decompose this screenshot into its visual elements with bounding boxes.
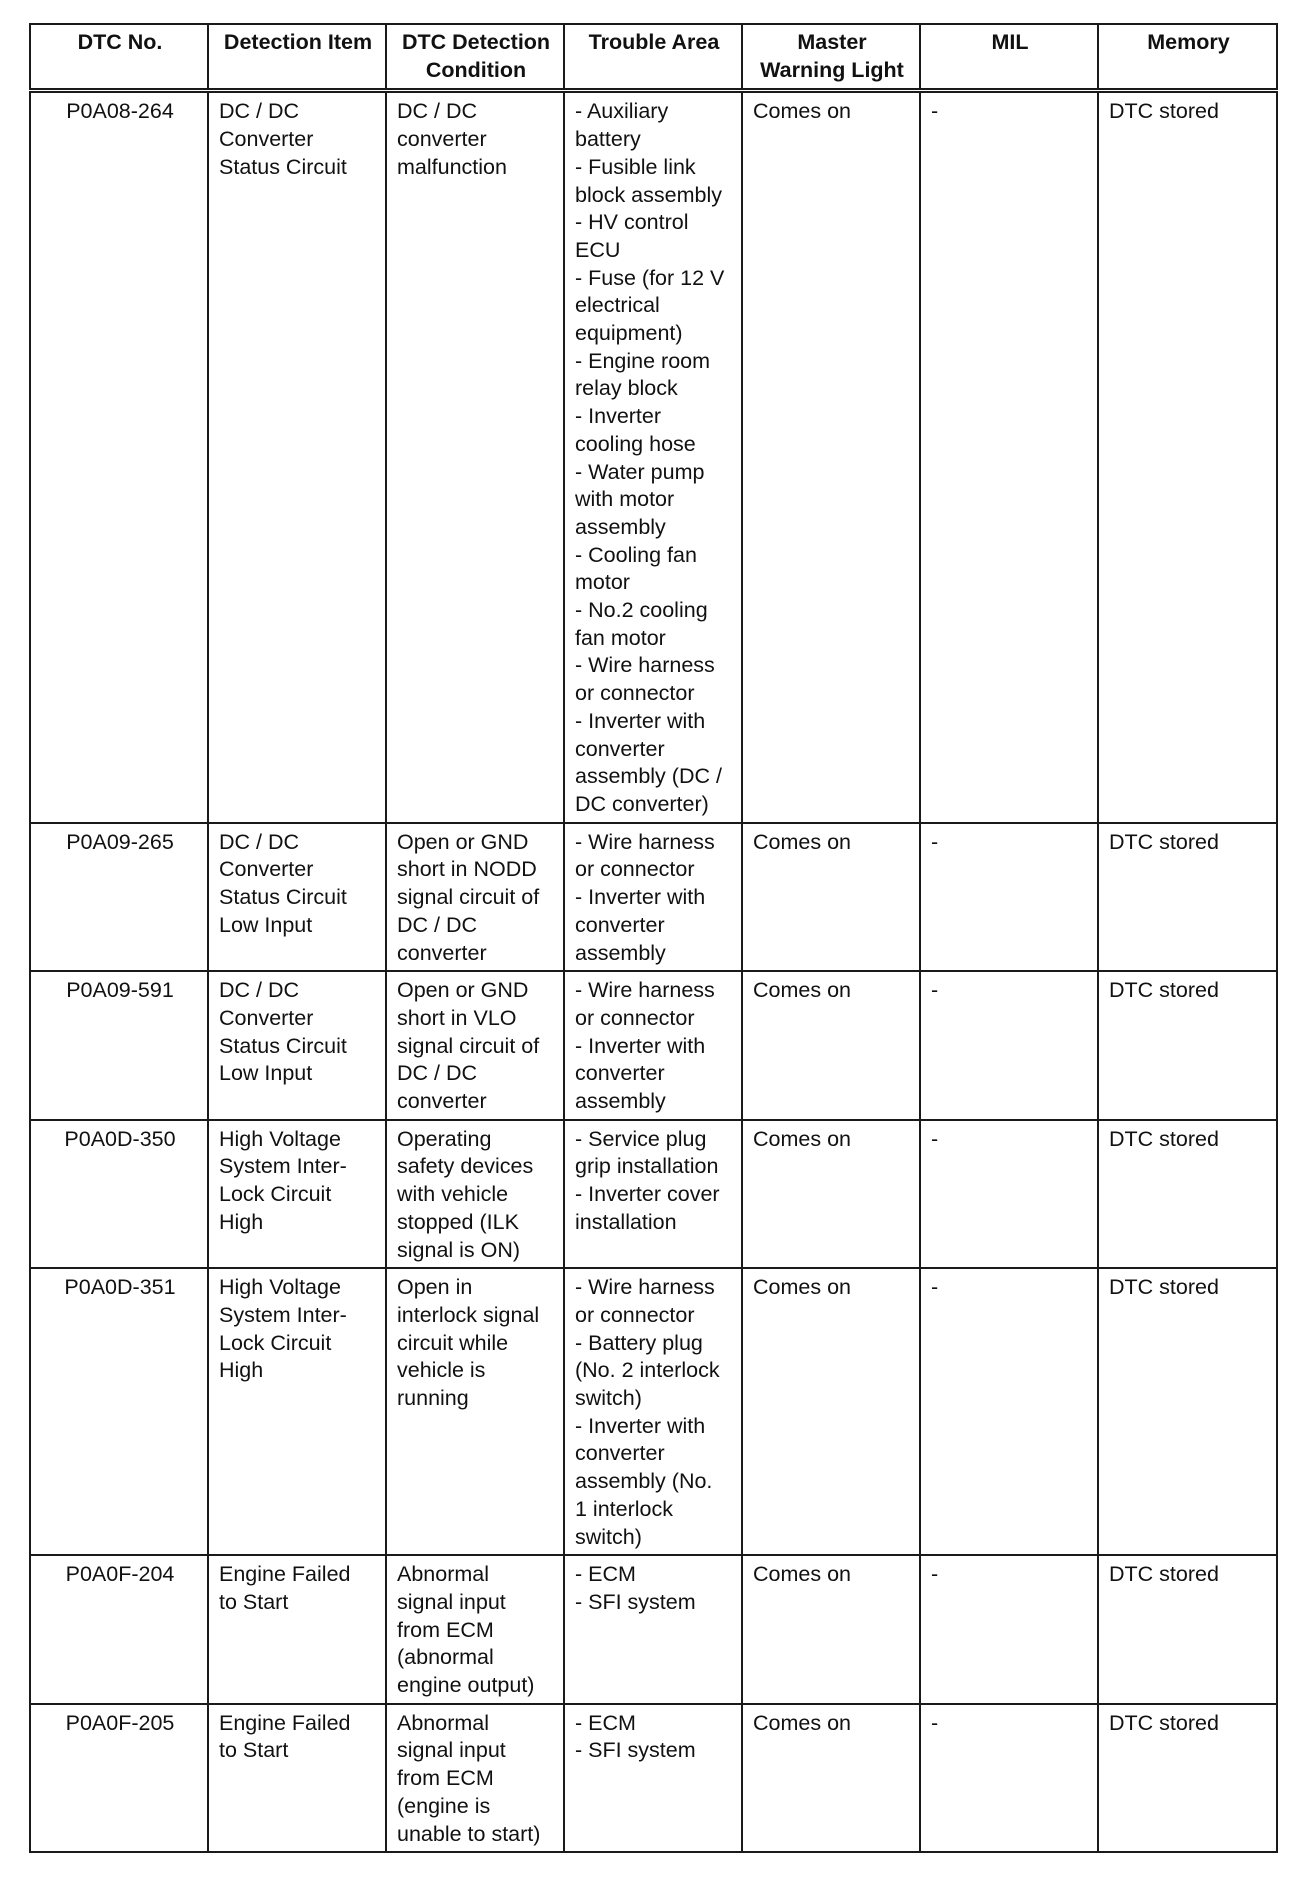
detection-item-line: Converter <box>219 857 314 882</box>
header-memory <box>1098 24 1277 91</box>
header-detection-item <box>208 24 386 91</box>
trouble-area-line: ECU <box>575 237 621 262</box>
trouble-area-line: - Battery plug <box>575 1330 703 1355</box>
detection-condition-line: unable to start) <box>397 1821 541 1846</box>
detection-condition-line: from ECM <box>397 1766 494 1791</box>
memory-status: DTC stored <box>1098 91 1277 823</box>
detection-condition-line: signal is ON) <box>397 1237 521 1262</box>
dtc-table <box>29 23 1278 1853</box>
detection-condition-line: circuit while <box>397 1330 509 1355</box>
header-label: Master <box>797 30 867 54</box>
trouble-area-line: assembly (No. <box>575 1469 713 1494</box>
detection-condition <box>386 971 564 1120</box>
detection-item-line: DC / DC <box>219 99 300 124</box>
trouble-area-line: cooling hose <box>575 431 696 456</box>
detection-item-line: System Inter- <box>219 1302 347 1327</box>
master-warning-light: Comes on <box>742 1268 920 1555</box>
trouble-area-line: converter <box>575 1061 665 1086</box>
detection-item-line: Lock Circuit <box>219 1182 332 1207</box>
detection-item-line: to Start <box>219 1589 289 1614</box>
trouble-area <box>564 1268 742 1555</box>
memory-status: DTC stored <box>1098 1704 1277 1853</box>
trouble-area-line: converter <box>575 912 665 937</box>
mil-status: - <box>920 1555 1098 1704</box>
trouble-area-line: assembly (DC / <box>575 764 722 789</box>
detection-condition <box>386 1555 564 1704</box>
detection-condition-line: from ECM <box>397 1617 494 1642</box>
detection-condition-line: (abnormal <box>397 1645 494 1670</box>
dtc-number: P0A09-591 <box>30 971 208 1120</box>
header-label: DTC No. <box>77 30 163 54</box>
trouble-area-line: or connector <box>575 1005 695 1030</box>
detection-item-line: Status Circuit <box>219 1033 347 1058</box>
dtc-number: P0A0F-204 <box>30 1555 208 1704</box>
master-warning-light: Comes on <box>742 971 920 1120</box>
trouble-area-line: converter <box>575 736 665 761</box>
trouble-area-line: grip installation <box>575 1154 719 1179</box>
trouble-area-line: - Fusible link <box>575 154 696 179</box>
detection-condition <box>386 1120 564 1269</box>
header-dtc-no <box>30 24 208 91</box>
master-warning-light: Comes on <box>742 823 920 972</box>
memory-status: DTC stored <box>1098 1555 1277 1704</box>
detection-item-line: High Voltage <box>219 1275 341 1300</box>
detection-item-line: Status Circuit <box>219 885 347 910</box>
detection-item-line: High <box>219 1209 264 1234</box>
table-row <box>30 971 1277 1120</box>
detection-condition-line: Open or GND <box>397 978 529 1003</box>
detection-condition-line: (engine is <box>397 1793 491 1818</box>
mil-status: - <box>920 1120 1098 1269</box>
trouble-area-line: switch) <box>575 1386 642 1411</box>
detection-item <box>208 91 386 823</box>
detection-item-line: High <box>219 1358 264 1383</box>
detection-condition-line: malfunction <box>397 154 507 179</box>
table-row <box>30 1268 1277 1555</box>
detection-condition-line: Operating <box>397 1126 492 1151</box>
detection-item <box>208 1268 386 1555</box>
header-mil <box>920 24 1098 91</box>
dtc-number: P0A08-264 <box>30 91 208 823</box>
mil-status: - <box>920 1268 1098 1555</box>
mil-status: - <box>920 971 1098 1120</box>
trouble-area-line: - Wire harness <box>575 829 715 854</box>
trouble-area <box>564 1555 742 1704</box>
trouble-area-line: - SFI system <box>575 1589 696 1614</box>
trouble-area-line: - Inverter with <box>575 1033 706 1058</box>
table-row <box>30 1120 1277 1269</box>
trouble-area-line: - Wire harness <box>575 1275 715 1300</box>
detection-condition-line: interlock signal <box>397 1302 540 1327</box>
trouble-area-line: assembly <box>575 1089 666 1114</box>
header-label: Warning Light <box>760 57 904 82</box>
trouble-area-line: or connector <box>575 1302 695 1327</box>
trouble-area-line: installation <box>575 1209 677 1234</box>
detection-condition-line: safety devices <box>397 1154 534 1179</box>
memory-status: DTC stored <box>1098 1120 1277 1269</box>
trouble-area-line: relay block <box>575 376 678 401</box>
detection-item-line: High Voltage <box>219 1126 341 1151</box>
header-label: Trouble Area <box>588 30 720 54</box>
detection-condition-line: signal circuit of <box>397 885 540 910</box>
detection-condition-line: converter <box>397 940 487 965</box>
detection-condition <box>386 1704 564 1853</box>
trouble-area-line: with motor <box>575 487 675 512</box>
trouble-area-line: - Inverter with <box>575 1413 706 1438</box>
master-warning-light: Comes on <box>742 91 920 823</box>
memory-status: DTC stored <box>1098 823 1277 972</box>
trouble-area-line: - Wire harness <box>575 653 715 678</box>
master-warning-light: Comes on <box>742 1120 920 1269</box>
detection-condition-line: engine output) <box>397 1673 535 1698</box>
detection-condition-line: DC / DC <box>397 1061 478 1086</box>
detection-condition <box>386 1268 564 1555</box>
trouble-area-line: - Cooling fan <box>575 542 697 567</box>
header-label: Detection Item <box>223 30 373 54</box>
trouble-area-line: - Inverter with <box>575 885 706 910</box>
trouble-area-line: - Auxiliary <box>575 99 669 124</box>
trouble-area-line: - Fuse (for 12 V <box>575 265 725 290</box>
dtc-number: P0A0D-351 <box>30 1268 208 1555</box>
detection-item-line: to Start <box>219 1738 289 1763</box>
detection-item-line: Converter <box>219 1005 314 1030</box>
memory-status: DTC stored <box>1098 1268 1277 1555</box>
trouble-area-line: or connector <box>575 857 695 882</box>
detection-item-line: Low Input <box>219 1061 313 1086</box>
detection-item <box>208 971 386 1120</box>
trouble-area-line: fan motor <box>575 625 666 650</box>
detection-condition-line: short in VLO <box>397 1005 517 1030</box>
mil-status: - <box>920 823 1098 972</box>
trouble-area-line: 1 interlock <box>575 1496 673 1521</box>
trouble-area <box>564 91 742 823</box>
detection-condition <box>386 823 564 972</box>
table-row <box>30 91 1277 823</box>
trouble-area <box>564 971 742 1120</box>
table-row <box>30 1555 1277 1704</box>
detection-item-line: Converter <box>219 127 314 152</box>
master-warning-light: Comes on <box>742 1704 920 1853</box>
detection-condition-line: signal input <box>397 1738 506 1763</box>
trouble-area-line: - ECM <box>575 1710 636 1735</box>
mil-status: - <box>920 91 1098 823</box>
detection-item-line: Engine Failed <box>219 1710 351 1735</box>
trouble-area-line: - Engine room <box>575 348 711 373</box>
trouble-area-line: DC converter) <box>575 791 709 816</box>
trouble-area <box>564 823 742 972</box>
trouble-area-line: switch) <box>575 1524 642 1549</box>
trouble-area-line: battery <box>575 127 641 152</box>
detection-condition-line: Open or GND <box>397 829 529 854</box>
detection-condition-line: vehicle is <box>397 1358 486 1383</box>
trouble-area-line: - Wire harness <box>575 978 715 1003</box>
trouble-area-line: - Water pump <box>575 459 705 484</box>
header-label: DTC Detection <box>401 30 551 54</box>
trouble-area-line: block assembly <box>575 182 722 207</box>
header-detection-condition <box>386 24 564 91</box>
mil-status: - <box>920 1704 1098 1853</box>
detection-item <box>208 1704 386 1853</box>
detection-condition-line: Open in <box>397 1275 473 1300</box>
trouble-area-line: - Inverter cover <box>575 1182 720 1207</box>
detection-item-line: Lock Circuit <box>219 1330 332 1355</box>
trouble-area-line: electrical <box>575 293 660 318</box>
header-row <box>30 24 1277 91</box>
header-label: MIL <box>991 30 1029 54</box>
master-warning-light: Comes on <box>742 1555 920 1704</box>
detection-condition-line: running <box>397 1386 469 1411</box>
dtc-number: P0A09-265 <box>30 823 208 972</box>
detection-condition <box>386 91 564 823</box>
detection-condition-line: stopped (ILK <box>397 1209 519 1234</box>
table-row <box>30 1704 1277 1853</box>
trouble-area-line: - Inverter <box>575 404 662 429</box>
detection-item-line: DC / DC <box>219 829 300 854</box>
header-label: Condition <box>425 57 527 82</box>
header-master-warning-light <box>742 24 920 91</box>
detection-condition-line: signal circuit of <box>397 1033 540 1058</box>
detection-condition-line: Abnormal <box>397 1710 490 1735</box>
table-row <box>30 823 1277 972</box>
detection-item-line: Engine Failed <box>219 1562 351 1587</box>
detection-item <box>208 1555 386 1704</box>
header-label: Memory <box>1147 30 1230 54</box>
trouble-area-line: (No. 2 interlock <box>575 1358 720 1383</box>
trouble-area-line: - No.2 cooling <box>575 598 708 623</box>
detection-item-line: Status Circuit <box>219 154 347 179</box>
detection-condition-line: converter <box>397 1089 487 1114</box>
trouble-area-line: - ECM <box>575 1562 636 1587</box>
trouble-area-line: assembly <box>575 514 666 539</box>
trouble-area-line: - SFI system <box>575 1738 696 1763</box>
detection-condition-line: Abnormal <box>397 1562 490 1587</box>
detection-item-line: Low Input <box>219 912 313 937</box>
detection-condition-line: signal input <box>397 1589 506 1614</box>
header-trouble-area <box>564 24 742 91</box>
detection-condition-line: DC / DC <box>397 912 478 937</box>
detection-item-line: System Inter- <box>219 1154 347 1179</box>
dtc-number: P0A0F-205 <box>30 1704 208 1853</box>
trouble-area <box>564 1704 742 1853</box>
detection-item-line: DC / DC <box>219 978 300 1003</box>
detection-item <box>208 823 386 972</box>
dtc-number: P0A0D-350 <box>30 1120 208 1269</box>
detection-condition-line: with vehicle <box>397 1182 509 1207</box>
trouble-area-line: or connector <box>575 681 695 706</box>
trouble-area-line: equipment) <box>575 321 683 346</box>
trouble-area-line: - Inverter with <box>575 708 706 733</box>
trouble-area-line: - Service plug <box>575 1126 707 1151</box>
detection-condition-line: short in NODD <box>397 857 537 882</box>
trouble-area-line: motor <box>575 570 630 595</box>
trouble-area-line: assembly <box>575 940 666 965</box>
detection-condition-line: DC / DC <box>397 99 478 124</box>
trouble-area-line: converter <box>575 1441 665 1466</box>
trouble-area-line: - HV control <box>575 210 689 235</box>
detection-item <box>208 1120 386 1269</box>
memory-status: DTC stored <box>1098 971 1277 1120</box>
detection-condition-line: converter <box>397 127 487 152</box>
trouble-area <box>564 1120 742 1269</box>
